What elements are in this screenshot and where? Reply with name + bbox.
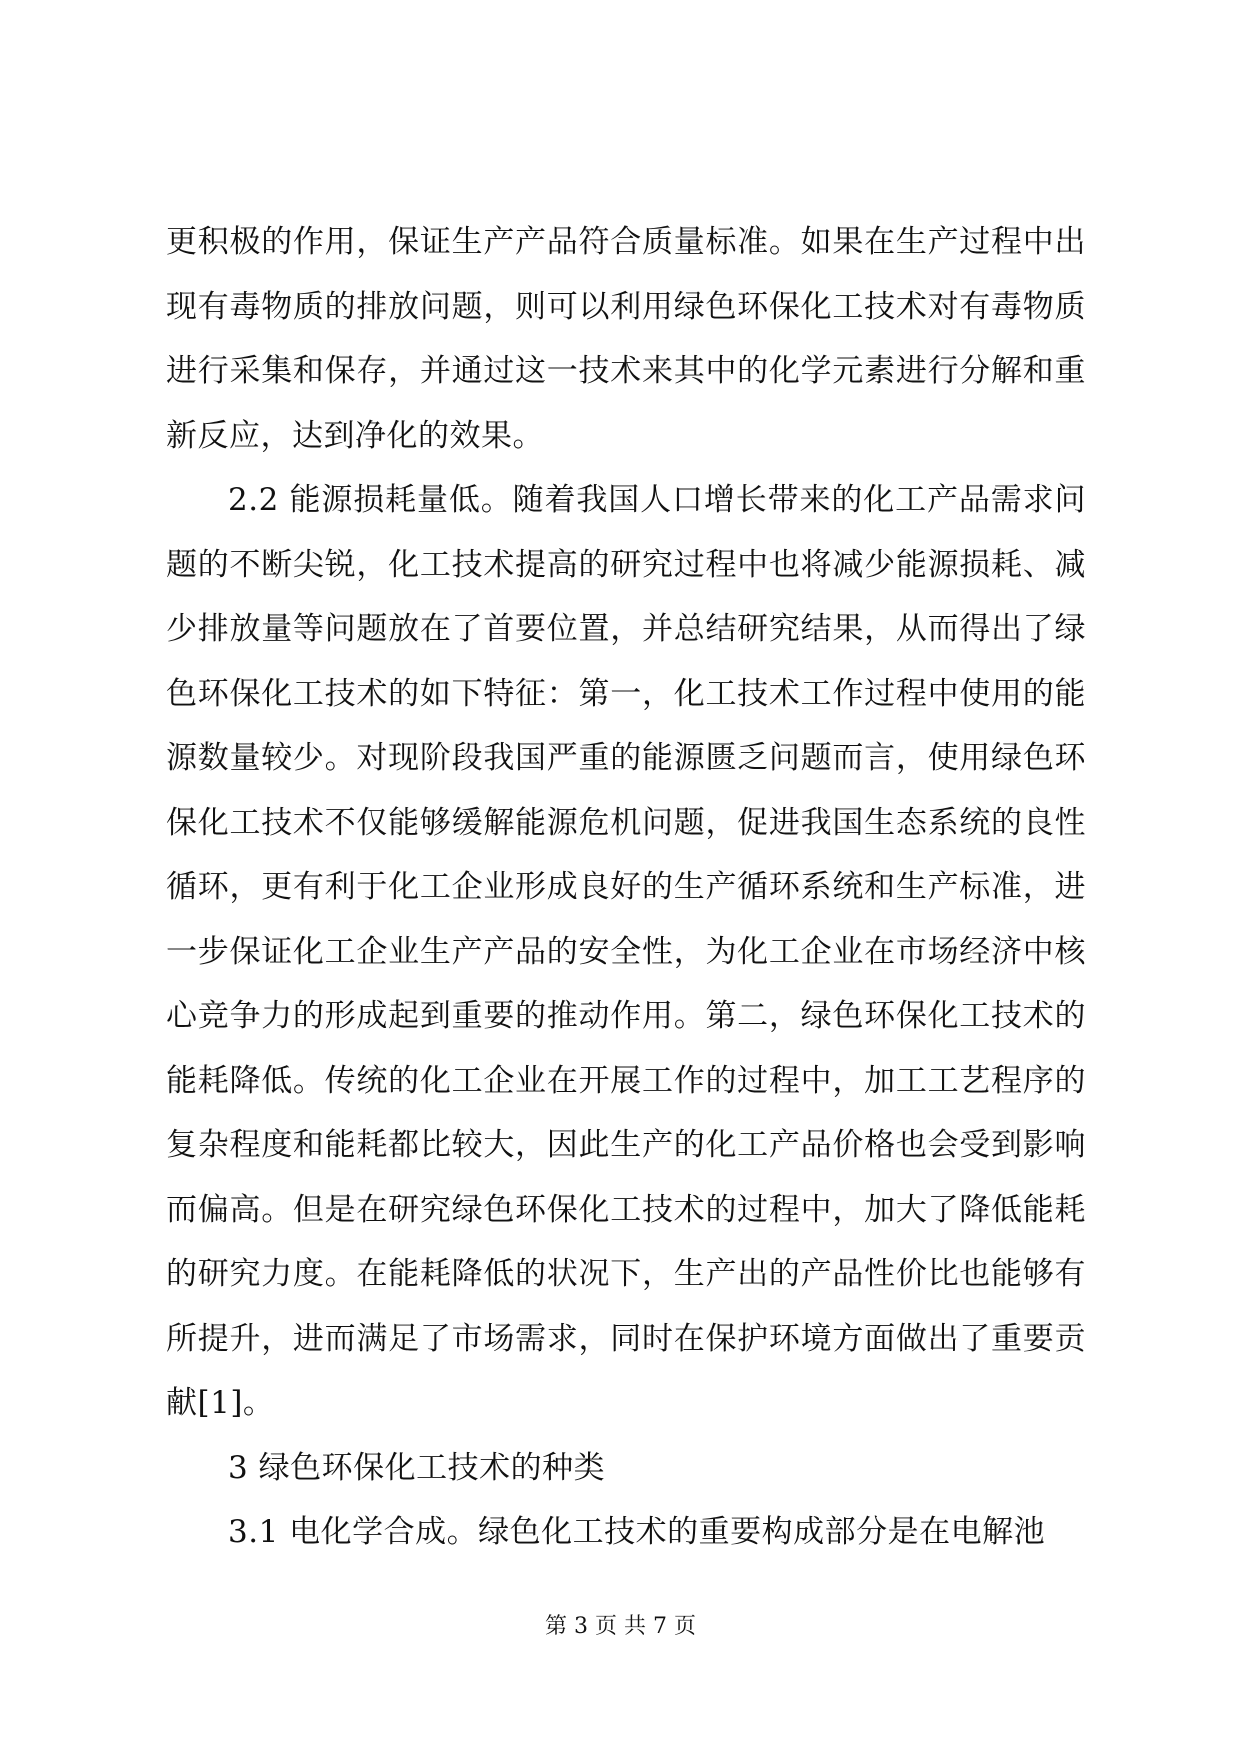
paragraph-2: 2.2 能源损耗量低。随着我国人口增长带来的化工产品需求问题的不断尖锐，化工技术提高的研究过程中也将减少能源损耗、减少排放量等问题放在了首要位置，并总结研究结果，从而得出了绿色环保化工技术的如下特征：第一，化工技术工作过程中使用的能源数量较少。对现阶段我国严重的能源匮乏问题而言，使用绿色环保化工技术不仅能够缓解能源危机问题，促进我国生态系统的良性循环，更有利于化工企业形成良好的生产循环系统和生产标准，进一步保证化工企业生产产品的安全性，为化工企业在市场经济中核心竞争力的形成起到重要的推动作用。第二，绿色环保化工技术的能耗降低。传统的化工企业在开展工作的过程中，加工工艺程序的复杂程度和能耗都比较大，因此生产的化工产品价格也会受到影响而偏高。但是在研究绿色环保化工技术的过程中，加大了降低能耗的研究力度。在能耗降低的状况下，生产出的产品性价比也能够有所提升，进而满足了市场需求，同时在保护环境方面做出了重要贡献[1]。 <box>166 482 1086 1421</box>
page-number-footer: 第 3 页 共 7 页 <box>545 1614 696 1639</box>
document-body <box>166 210 1086 1565</box>
paragraph-1: 更积极的作用，保证生产产品符合质量标准。如果在生产过程中出现有毒物质的排放问题，则可以利用绿色环保化工技术对有毒物质进行采集和保存，并通过这一技术来其中的化学元素进行分解和重新反应，达到净化的效果。 <box>166 224 1086 454</box>
section-heading-3: 3 绿色环保化工技术的种类 <box>228 1449 606 1486</box>
paragraph-4: 3.1 电化学合成。绿色化工技术的重要构成部分是在电解池 <box>228 1514 1046 1550</box>
